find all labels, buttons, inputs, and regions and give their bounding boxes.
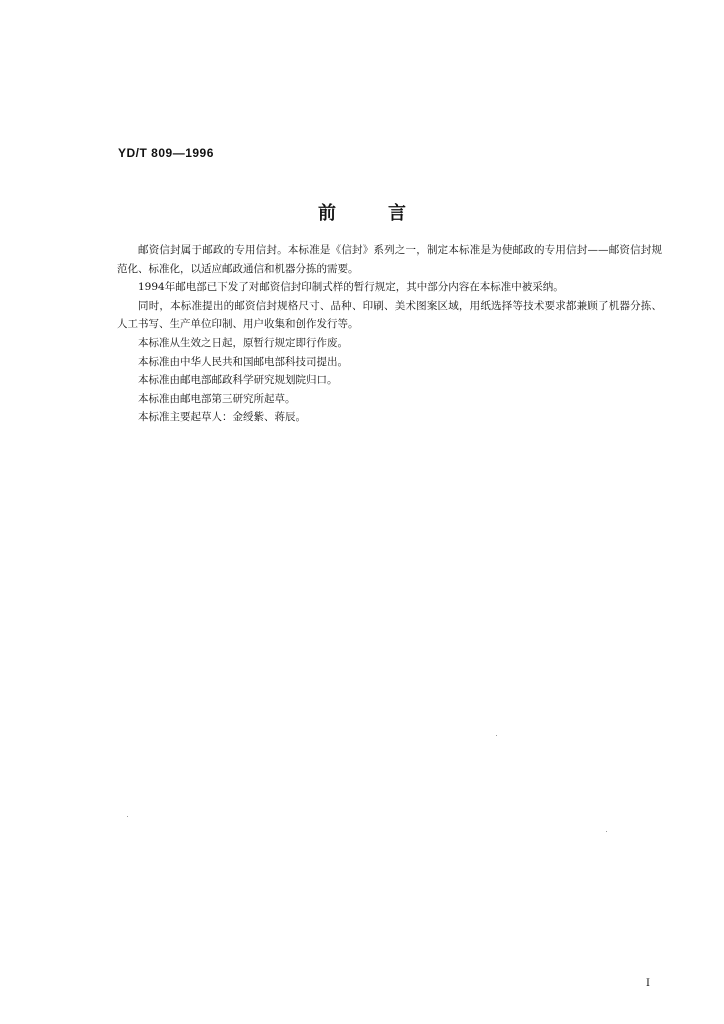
- scan-speck: [606, 831, 607, 832]
- paragraph-authors: 本标准主要起草人：金绶紫、蒋辰。: [138, 411, 306, 424]
- paragraph-administrator: 本标准由邮电部邮政科学研究规划院归口。: [138, 374, 338, 387]
- paragraph-purpose: 邮资信封属于邮政的专用信封。本标准是《信封》系列之一，制定本标准是为使邮政的专用信封——邮资信封规范化、标准化，以适应邮政通信和机器分拣的需要。: [117, 244, 662, 275]
- scan-speck: [496, 735, 497, 736]
- paragraph-proposer: 本标准由中华人民共和国邮电部科技司提出。: [138, 355, 348, 368]
- title-char-1: 前: [318, 203, 336, 224]
- paragraph-requirements: 同时，本标准提出的邮资信封规格尺寸、品种、印刷、美术图案区域，用纸选择等技术要求都兼顾了机器分拣、人工书写、生产单位印制、用户收集和创作发行等。: [117, 299, 662, 331]
- paragraph-drafter: 本标准由邮电部第三研究所起草。: [138, 392, 296, 405]
- standard-code: YD/T 809—1996: [118, 146, 214, 160]
- page-title: [0, 199, 724, 225]
- foreword-body: [117, 241, 662, 427]
- paragraph-history: 1994年邮电部已下发了对邮资信封印制式样的暂行规定，其中部分内容在本标准中被采纳。: [138, 281, 564, 294]
- paragraph-effective: 本标准从生效之日起，原暂行规定即行作废。: [138, 336, 348, 349]
- page-number: I: [646, 978, 650, 989]
- scan-speck: [127, 816, 128, 817]
- title-char-2: 言: [388, 203, 406, 224]
